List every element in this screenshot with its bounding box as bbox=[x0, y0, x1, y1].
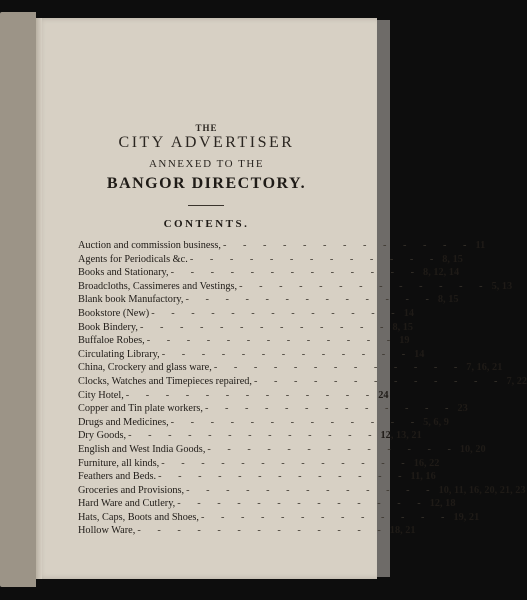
entry-label: City Hotel, bbox=[78, 389, 124, 401]
contents-entry bbox=[78, 497, 456, 511]
contents-list bbox=[78, 239, 527, 538]
contents-entry bbox=[78, 253, 463, 267]
entry-label: China, Crockery and glass ware, bbox=[78, 362, 212, 374]
contents-entry bbox=[78, 307, 414, 321]
entry-label: Drugs and Medicines, bbox=[78, 416, 169, 428]
entry-label: Books and Stationary, bbox=[78, 267, 169, 279]
leader-dashes: - - - - - - - - - - - - - bbox=[128, 430, 379, 442]
leader-dashes: - - - - - - - - - - - - - bbox=[213, 362, 465, 374]
entry-label: English and West India Goods, bbox=[78, 443, 206, 455]
entry-label: Dry Goods, bbox=[78, 430, 127, 442]
entry-label: Buffaloe Robes, bbox=[78, 335, 145, 347]
leader-dashes: - - - - - - - - - - - - - bbox=[204, 403, 456, 415]
title-city-advertiser: CITY ADVERTISER bbox=[118, 134, 295, 151]
entry-label: Furniture, all kinds, bbox=[78, 457, 160, 469]
leader-dashes: - - - - - - - - - - - - - bbox=[161, 348, 413, 360]
entry-pages: 19, 21 bbox=[453, 511, 480, 523]
leader-dashes: - - - - - - - - - - - - - bbox=[146, 335, 398, 347]
contents-entry bbox=[78, 293, 459, 307]
entry-pages: 7, 16, 21 bbox=[466, 362, 503, 374]
entry-label: Copper and Tin plate workers, bbox=[78, 403, 203, 415]
book-cover-left bbox=[0, 12, 36, 587]
contents-entry bbox=[78, 266, 460, 280]
entry-pages: 18, 21 bbox=[389, 525, 416, 537]
leader-dashes: - - - - - - - - - - - - - bbox=[137, 525, 388, 537]
entry-pages: 12, 18 bbox=[429, 498, 456, 510]
entry-label: Auction and commission business, bbox=[78, 240, 222, 251]
contents-entry bbox=[78, 361, 503, 375]
leader-dashes: - - - - - - - - - - - - - bbox=[177, 498, 428, 510]
leader-dashes: - - - - - - - - - - - - - bbox=[170, 267, 422, 279]
leader-dashes: - - - - - - - - - - - - - bbox=[223, 240, 474, 251]
entry-label: Broadcloths, Cassimeres and Vestings, bbox=[78, 280, 238, 292]
contents-entry bbox=[78, 280, 513, 294]
leader-dashes: - - - - - - - - - - - - - bbox=[125, 389, 377, 401]
leader-dashes: - - - - - - - - - - - - - bbox=[170, 416, 422, 428]
entry-pages: 24 bbox=[378, 389, 389, 401]
entry-pages: 14 bbox=[414, 348, 425, 360]
entry-label: Circulating Library, bbox=[78, 348, 160, 360]
contents-entry bbox=[78, 416, 449, 430]
entry-label: Hats, Caps, Boots and Shoes, bbox=[78, 511, 199, 523]
contents-entry bbox=[78, 389, 389, 403]
contents-heading: CONTENTS. bbox=[163, 218, 250, 230]
entry-pages: 8, 12, 14 bbox=[423, 267, 460, 279]
entry-label: Hollow Ware, bbox=[78, 525, 136, 537]
entry-label: Book Bindery, bbox=[78, 321, 138, 333]
title-the: THE bbox=[195, 123, 218, 133]
entry-pages: 16, 22 bbox=[413, 457, 440, 469]
entry-label: Feathers and Beds. bbox=[78, 471, 157, 483]
contents-entry bbox=[78, 321, 414, 335]
leader-dashes: - - - - - - - - - - - - - bbox=[158, 471, 409, 483]
contents-entry bbox=[78, 511, 480, 525]
contents-entry bbox=[78, 429, 422, 443]
contents-entry bbox=[78, 484, 526, 498]
contents-entry bbox=[78, 348, 425, 362]
entry-pages: 5, 6, 9 bbox=[423, 416, 449, 428]
entry-pages: 7, 22 bbox=[506, 375, 527, 387]
book-page bbox=[36, 18, 527, 579]
page-gutter bbox=[36, 18, 42, 579]
contents-entry bbox=[78, 402, 468, 416]
contents-entry bbox=[78, 524, 416, 538]
title-bangor-directory: BANGOR DIRECTORY. bbox=[106, 175, 307, 192]
entry-label: Groceries and Provisions, bbox=[78, 484, 185, 496]
leader-dashes: - - - - - - - - - - - - - bbox=[161, 457, 412, 469]
entry-pages: 23 bbox=[457, 403, 468, 415]
entry-pages: 5, 13 bbox=[491, 280, 513, 292]
contents-entry bbox=[78, 239, 486, 253]
title-annexed: ANNEXED TO THE bbox=[148, 158, 265, 170]
contents-entry bbox=[78, 457, 440, 471]
leader-dashes: - - - - - - - - - - - - - bbox=[186, 484, 437, 496]
entry-pages: 8, 15 bbox=[437, 294, 459, 306]
entry-pages: 11, 16 bbox=[410, 471, 436, 483]
leader-dashes: - - - - - - - - - - - - - bbox=[189, 253, 441, 265]
entry-pages: 19 bbox=[399, 335, 410, 347]
entry-label: Clocks, Watches and Timepieces repaired, bbox=[78, 375, 252, 387]
contents-entry bbox=[78, 470, 436, 484]
entry-label: Bookstore (New) bbox=[78, 307, 150, 319]
entry-pages: 8, 15 bbox=[442, 253, 463, 265]
leader-dashes: - - - - - - - - - - - - - bbox=[207, 443, 458, 455]
leader-dashes: - - - - - - - - - - - - - bbox=[239, 280, 490, 292]
leader-dashes: - - - - - - - - - - - - - bbox=[185, 294, 436, 306]
entry-pages: 11 bbox=[475, 240, 486, 251]
leader-dashes: - - - - - - - - - - - - - bbox=[139, 321, 391, 333]
contents-entry bbox=[78, 375, 527, 389]
entry-pages: 12, 13, 21 bbox=[380, 430, 422, 442]
leader-dashes: - - - - - - - - - - - - - bbox=[151, 307, 402, 319]
entry-pages: 8, 15 bbox=[392, 321, 414, 333]
entry-pages: 10, 20 bbox=[459, 443, 486, 455]
title-rule bbox=[188, 205, 224, 206]
contents-entry bbox=[78, 443, 486, 457]
leader-dashes: - - - - - - - - - - - - - bbox=[201, 511, 452, 523]
entry-pages: 10, 11, 16, 20, 21, 23 bbox=[438, 484, 526, 496]
entry-label: Agents for Periodicals &c. bbox=[78, 253, 188, 265]
entry-label: Blank book Manufactory, bbox=[78, 294, 184, 306]
entry-pages: 14 bbox=[403, 307, 414, 319]
contents-entry bbox=[78, 334, 410, 348]
leader-dashes: - - - - - - - - - - - - - bbox=[254, 375, 505, 387]
entry-label: Hard Ware and Cutlery, bbox=[78, 498, 176, 510]
